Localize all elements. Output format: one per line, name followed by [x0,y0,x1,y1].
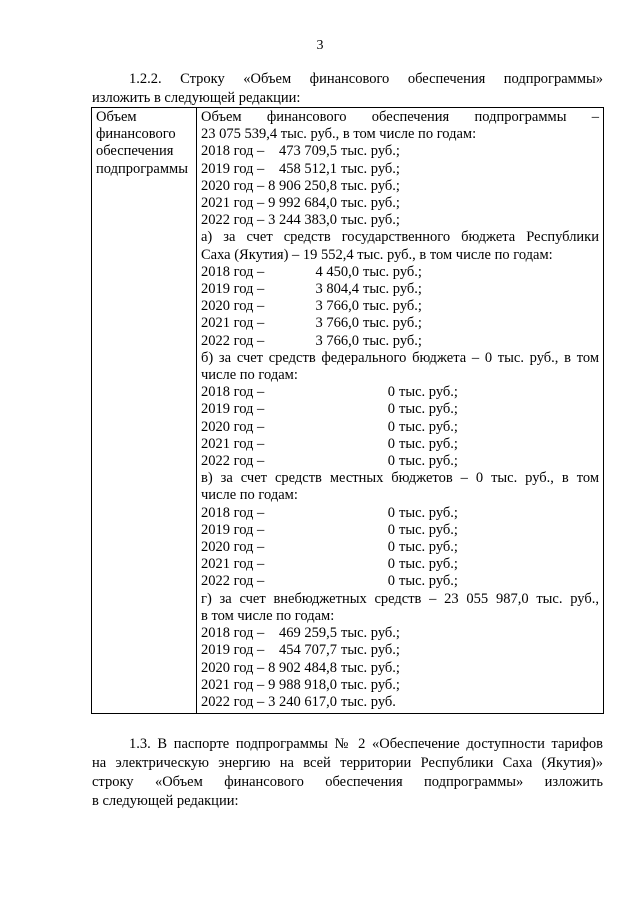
intro-line: изложить в следующей редакции: [92,90,301,106]
year-row: 2018 год – 0 тыс. руб.; [201,504,458,521]
year-row: 2021 год – 9 988 918,0 тыс. руб.; [201,676,400,693]
outro-line: строку «Объем финансового обеспечения подпрограммы» изложить [92,774,603,790]
section-g-text: г) за счет внебюджетных средств – 23 055 987,0 тыс. руб., [201,590,599,607]
page-number: 3 [316,38,324,53]
section-a-text: а) за счет средств государственного бюджета Республики [201,229,599,246]
year-row: 2022 год – 3 240 617,0 тыс. руб. [201,693,396,710]
year-row: 2020 год – 8 906 250,8 тыс. руб.; [201,177,400,194]
value-cell [197,108,604,714]
year-row: 2021 год – 3 766,0 тыс. руб.; [201,315,422,332]
total-text: Объем финансового обеспечения подпрограммы – [201,109,599,125]
year-row: 2021 год – 0 тыс. руб.; [201,435,458,452]
year-row: 2018 год – 469 259,5 тыс. руб.; [201,625,400,642]
section-a-text: Саха (Якутия) – 19 552,4 тыс. руб., в том числе по годам: [201,246,553,263]
section-v-text: в) за счет средств местных бюджетов – 0 тыс. руб., в том [201,470,599,487]
total-years-list [201,143,599,229]
year-row: 2020 год – 0 тыс. руб.; [201,539,458,556]
intro-line: 1.2.2. Строку «Объем финансового обеспечения подпрограммы» [129,71,603,87]
year-row: 2019 год – 454 707,7 тыс. руб.; [201,642,400,659]
section-v-text: числе по годам: [201,487,298,504]
total-text: 23 075 539,4 тыс. руб., в том числе по годам: [201,126,477,143]
section-b-text: числе по годам: [201,367,298,384]
year-row: 2020 год – 3 766,0 тыс. руб.; [201,298,422,315]
year-row: 2018 год – 0 тыс. руб.; [201,384,458,401]
outro-line: в следующей редакции: [92,793,239,809]
section-a-years-list [201,264,599,350]
table-row [92,108,604,714]
year-row: 2022 год – 0 тыс. руб.; [201,573,458,590]
section-v-years-list [201,505,599,591]
intro-paragraph [92,70,603,108]
outro-line: 1.3. В паспорте подпрограммы № 2 «Обеспечение доступности тарифов [129,736,603,752]
outro-paragraph [92,735,603,811]
label-cell [92,108,197,714]
label-line: обеспечения [96,143,174,160]
year-row: 2021 год – 0 тыс. руб.; [201,556,458,573]
label-line: Объем [96,109,137,125]
section-g-text: в том числе по годам: [201,607,335,624]
year-row: 2022 год – 3 244 383,0 тыс. руб.; [201,212,400,229]
year-row: 2022 год – 3 766,0 тыс. руб.; [201,332,422,349]
label-line: подпрограммы [96,160,188,177]
year-row: 2018 год – 4 450,0 тыс. руб.; [201,263,422,280]
section-b-text: б) за счет средств федерального бюджета – 0 тыс. руб., в том [201,349,599,366]
year-row: 2019 год – 458 512,1 тыс. руб.; [201,160,400,177]
outro-line: на электрическую энергию на всей территории Республики Саха (Якутия)» [92,755,603,771]
year-row: 2019 год – 0 тыс. руб.; [201,521,458,538]
section-g-years-list [201,625,599,711]
label-line: финансового [96,126,176,143]
funding-table [91,107,604,714]
year-row: 2019 год – 3 804,4 тыс. руб.; [201,281,422,298]
year-row: 2021 год – 9 992 684,0 тыс. руб.; [201,195,400,212]
year-row: 2019 год – 0 тыс. руб.; [201,401,458,418]
year-row: 2018 год – 473 709,5 тыс. руб.; [201,143,400,160]
year-row: 2020 год – 8 902 484,8 тыс. руб.; [201,659,400,676]
year-row: 2020 год – 0 тыс. руб.; [201,418,458,435]
section-b-years-list [201,384,599,470]
year-row: 2022 год – 0 тыс. руб.; [201,453,458,470]
